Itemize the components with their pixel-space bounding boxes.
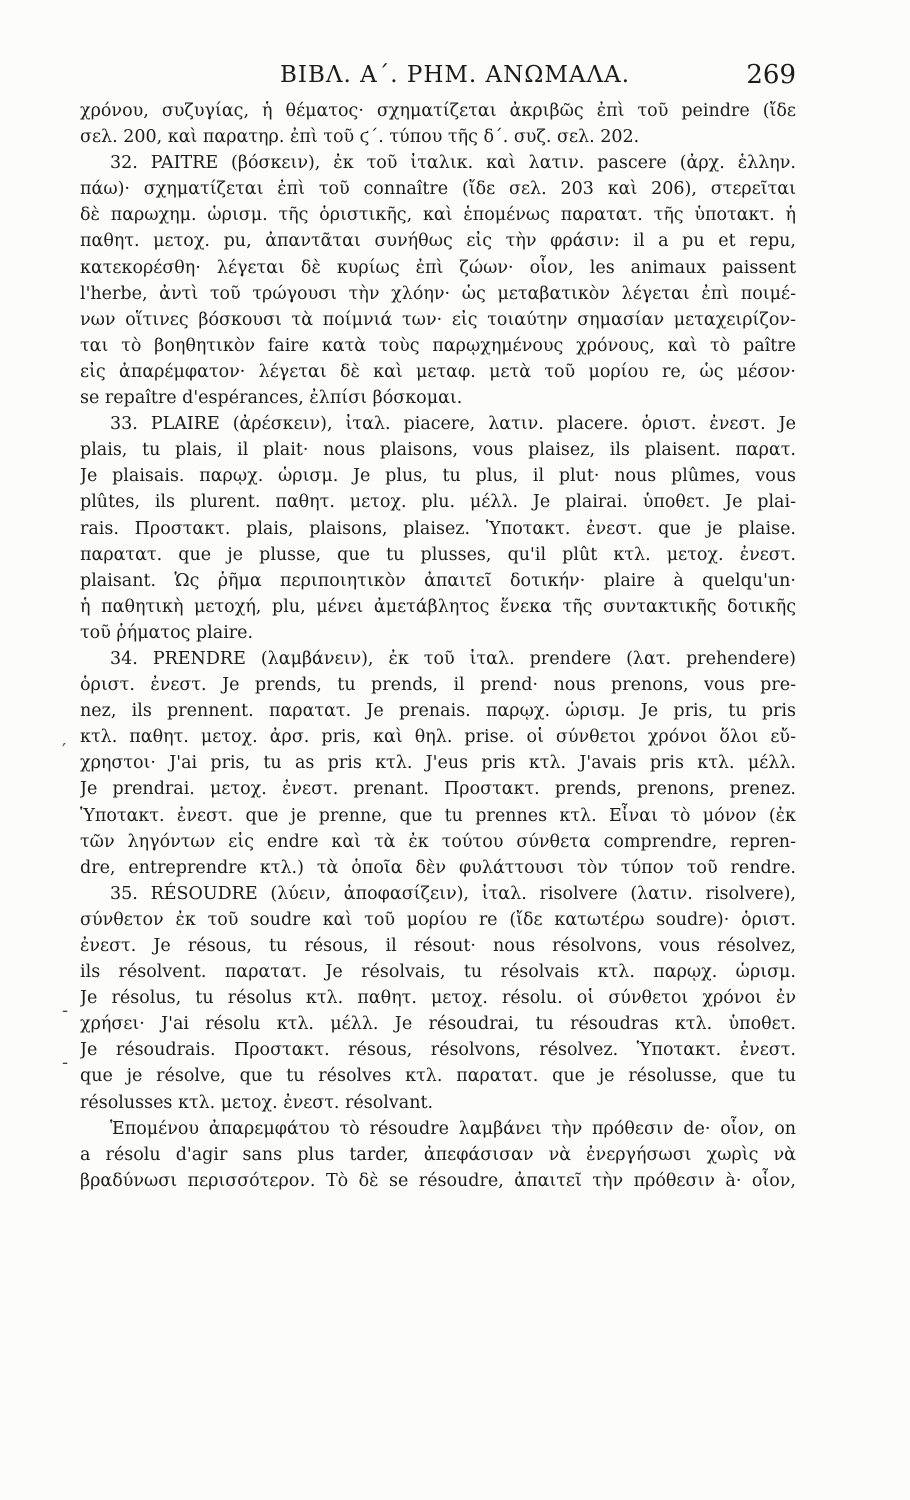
text-line: σελ. 200, καὶ παρατηρ. ἐπὶ τοῦ ϛ΄. τύπου τῆς δ΄. συζ. σελ. 202. [80,127,640,148]
text-line: ἐνεστ. Je résous, tu résous, il résout· nous résolvons, vous résolvez, [80,936,796,956]
paragraph-35-start: 35. RÉSOUDRE (λύειν, ἀποφασίζειν), ἰταλ. risolvere (λατιν. risolvere), [110,883,796,904]
text-line: σύνθετον ἐκ τοῦ soudre καὶ τοῦ μορίου re (ἴδε κατωτέρω soudre)· ὁριστ. [80,909,796,930]
text-line: ται τὸ βοηθητικὸν faire κατὰ τοὺς παρῳχημένους χρόνους, καὶ τὸ paître [80,335,796,356]
text-line: l'herbe, ἀντὶ τοῦ τρώγουσι τὴν χλόην· ὡς μεταβατικὸν λέγεται ἐπὶ ποιμέ- [80,283,796,304]
body-text [80,98,796,1194]
text-line: χρηστοι· J'ai pris, tu as pris κτλ. J'eus pris κτλ. J'avais pris κτλ. μέλλ. [80,753,796,774]
text-line: κατεκορέσθη· λέγεται δὲ κυρίως ἐπὶ ζώων· οἷον, les animaux paissent [80,257,796,278]
text-line: Je prendrai. μετοχ. ἐνεστ. prenant. Προστακτ. prends, prenons, prenez. [80,779,796,800]
text-line: χρήσει· J'ai résolu κτλ. μέλλ. Je résoudrai, tu résoudras κτλ. ὑποθετ. [80,1014,796,1035]
text-line: a résolu d'agir sans plus tarder, ἀπεφάσισαν νὰ ἐνεργήσωσι χωρὶς νὰ [80,1144,796,1165]
text-line: ὁριστ. ἐνεστ. Je prends, tu prends, il prend· nous prenons, vous pre- [80,675,796,696]
text-line: παθητ. μετοχ. pu, ἀπαντᾶται συνήθως εἰς τὴν φράσιν: il a pu et repu, [80,231,796,252]
text-line: τῶν ληγόντων εἰς endre καὶ τὰ ἐκ τούτου σύνθετα comprendre, repren- [80,831,796,852]
text-line: βραδύνωσι περισσότερον. Τὸ δὲ se résoudre, ἀπαιτεῖ τὴν πρόθεσιν à· οἷον, [80,1170,796,1191]
text-line: Je plaisais. παρῳχ. ὡρισμ. Je plus, tu plus, il plut· nous plûmes, vous [80,466,796,487]
text-line: dre, entreprendre κτλ.) τὰ ὁποῖα δὲν φυλάττουσι τὸν τύπον τοῦ rendre. [80,857,796,878]
text-line: se repaître d'espérances, ἐλπίσι βόσκομαι. [80,388,463,409]
text-line: κτλ. παθητ. μετοχ. ἀρσ. pris, καὶ θηλ. prise. οἱ σύνθετοι χρόνοι ὅλοι εὔ- [80,727,796,748]
text-line: plaisant. Ὡς ῥῆμα περιποιητικὸν ἀπαιτεῖ δοτικήν· plaire à quelqu'un· [80,570,796,591]
text-line: Ὑποτακτ. ἐνεστ. que je prenne, que tu prennes κτλ. Εἶναι τὸ μόνον (ἐκ [80,805,796,826]
page-number: 269 [746,60,796,90]
text-line: ἡ παθητικὴ μετοχή, plu, μένει ἀμετάβλητος ἕνεκα τῆς συντακτικῆς δοτικῆς [80,596,796,617]
running-head-title: ΒΙΒΛ. Α΄. ΡΗΜ. ΑΝΩΜΑΛΑ. [280,62,631,88]
margin-mark: - [62,1052,69,1073]
text-line: plûtes, ils plurent. παθητ. μετοχ. plu. μέλλ. Je plairai. ὑποθετ. Je plai- [80,492,796,513]
paragraph-34-start: 34. PRENDRE (λαμβάνειν), ἐκ τοῦ ἰταλ. prendere (λατ. prehendere) [110,648,796,669]
text-line: τοῦ ῥήματος plaire. [80,622,254,643]
text-line: que je résolve, que tu résolves κτλ. παρατατ. que je résolusse, que tu [80,1066,796,1087]
text-line: plais, tu plais, il plait· nous plaisons, vous plaisez, ils plaisent. παρατ. [80,440,796,461]
text-line: δὲ παρωχημ. ὡρισμ. τῆς ὁριστικῆς, καὶ ἑπομένως παρατατ. τῆς ὑποτακτ. ἡ [80,205,796,226]
running-head [80,60,796,100]
text-line: νων οἵτινες βόσκουσι τὰ ποίμνιά των· εἰς τοιαύτην σημασίαν μεταχειρίζον- [80,309,796,330]
text-line: nez, ils prennent. παρατατ. Je prenais. παρῳχ. ὡρισμ. Je pris, tu pris [80,701,796,722]
paragraph-33-start: 33. PLAIRE (ἀρέσκειν), ἰταλ. piacere, λατιν. placere. ὁριστ. ἐνεστ. Je [110,414,796,435]
text-line: πάω)· σχηματίζεται ἐπὶ τοῦ connaître (ἴδε σελ. 203 καὶ 206), στερεῖται [80,179,796,200]
text-line: εἰς ἀπαρέμφατον· λέγεται δὲ καὶ μεταφ. μετὰ τοῦ μορίου re, ὡς μέσον· [80,361,796,382]
margin-mark: ′ [62,740,67,761]
text-line: Je résoudrais. Προστακτ. résous, résolvons, résolvez. Ὑποτακτ. ἐνεστ. [80,1040,796,1061]
text-line: παρατατ. que je plusse, que tu plusses, qu'il plût κτλ. μετοχ. ἐνεστ. [80,544,796,565]
margin-mark: - [62,1000,69,1021]
paragraph-resoudre-usage-start: Ἑπομένου ἀπαρεμφάτου τὸ résoudre λαμβάνει τὴν πρόθεσιν de· οἷον, on [110,1118,796,1139]
text-line: Je résolus, tu résolus κτλ. παθητ. μετοχ. résolu. οἱ σύνθετοι χρόνοι ἐν [80,988,796,1009]
text-line: rais. Προστακτ. plais, plaisons, plaisez. Ὑποτακτ. ἐνεστ. que je plaise. [80,518,796,539]
text-line: χρόνου, συζυγίας, ἡ θέματος· σχηματίζεται ἀκριβῶς ἐπὶ τοῦ peindre (ἴδε [80,101,796,121]
paragraph-32-start: 32. PAITRE (βόσκειν), ἐκ τοῦ ἰταλικ. καὶ λατιν. pascere (ἀρχ. ἑλλην. [110,153,796,174]
text-line: ils résolvent. παρατατ. Je résolvais, tu résolvais κτλ. παρῳχ. ὡρισμ. [80,962,796,983]
text-line: résolusses κτλ. μετοχ. ἐνεστ. résolvant. [80,1092,434,1113]
